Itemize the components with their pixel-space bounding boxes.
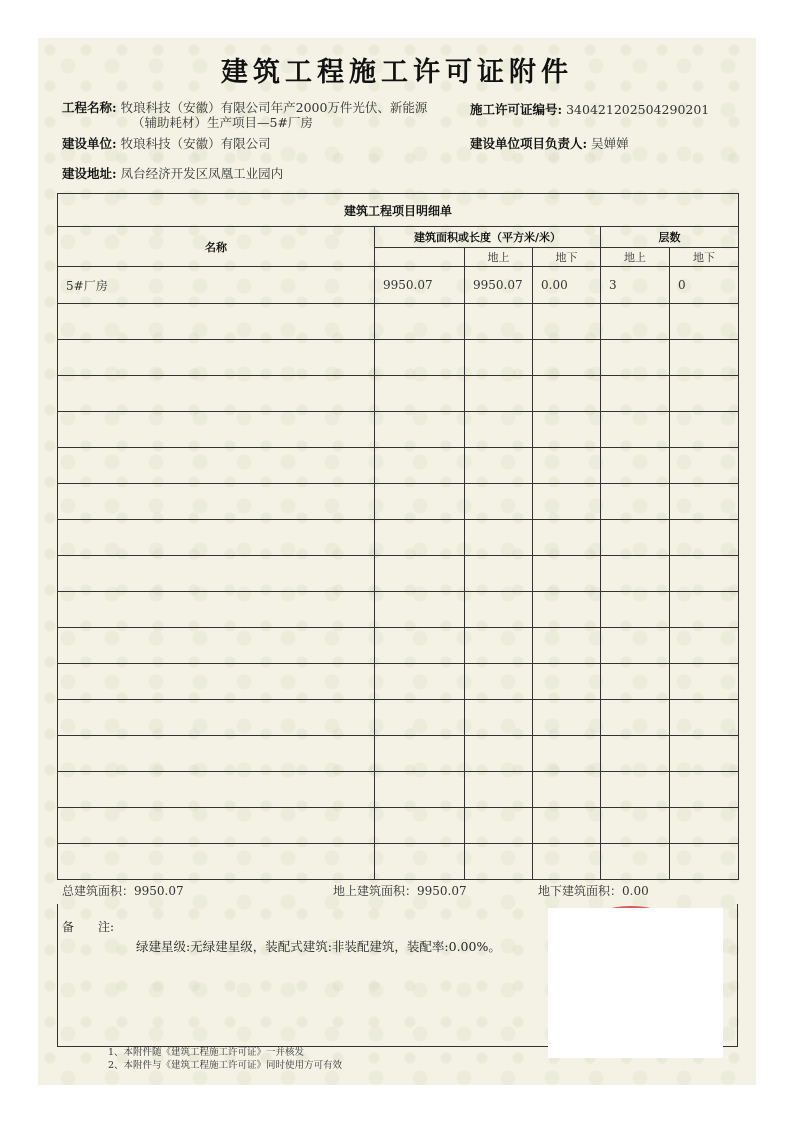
permit-number-label: 施工许可证编号: [470, 102, 563, 117]
table-cell-empty [58, 520, 375, 556]
cell-name: 5#厂房 [58, 267, 375, 304]
empty-rows [58, 304, 739, 880]
table-cell-empty [58, 628, 375, 664]
table-cell-empty [375, 520, 465, 556]
table-row-empty [58, 340, 739, 376]
table-cell-empty [601, 628, 670, 664]
table-cell-empty [670, 376, 739, 412]
project-name-label: 工程名称: [62, 100, 117, 115]
table-cell-empty [601, 556, 670, 592]
project-name-line1: 牧琅科技（安徽）有限公司年产2000万件光伏、新能源 [120, 100, 428, 115]
cell-area-below: 0.00 [533, 267, 601, 304]
table-cell-empty [375, 484, 465, 520]
table-cell-empty [533, 556, 601, 592]
table-cell-empty [533, 376, 601, 412]
project-name [62, 100, 427, 116]
table-cell-empty [465, 592, 533, 628]
address-label: 建设地址: [62, 166, 117, 181]
table-cell-empty [601, 664, 670, 700]
table-cell-empty [670, 808, 739, 844]
table-row-empty [58, 592, 739, 628]
table-cell-empty [670, 412, 739, 448]
table-cell-empty [465, 304, 533, 340]
table-cell-empty [533, 736, 601, 772]
table-cell-empty [670, 340, 739, 376]
header-floors-above: 地上 [601, 248, 670, 267]
table-cell-empty [533, 772, 601, 808]
table-cell-empty [375, 808, 465, 844]
table-cell-empty [601, 340, 670, 376]
table-cell-empty [465, 340, 533, 376]
table-row-empty [58, 700, 739, 736]
cell-area-above: 9950.07 [465, 267, 533, 304]
table-cell-empty [465, 628, 533, 664]
table-cell-empty [465, 736, 533, 772]
table-cell-empty [375, 592, 465, 628]
table-row-empty [58, 664, 739, 700]
table-cell-empty [465, 520, 533, 556]
table-cell-empty [58, 736, 375, 772]
table-cell-empty [533, 412, 601, 448]
table-cell-empty [533, 844, 601, 880]
table-cell-empty [601, 412, 670, 448]
table-cell-empty [58, 412, 375, 448]
table-cell-empty [533, 808, 601, 844]
table-cell-empty [465, 700, 533, 736]
table-row-empty [58, 448, 739, 484]
table-cell-empty [601, 772, 670, 808]
builder [62, 136, 271, 152]
table-cell-empty [601, 844, 670, 880]
table-cell-empty [670, 304, 739, 340]
table-cell-empty [601, 304, 670, 340]
table-cell-empty [58, 592, 375, 628]
table-cell-empty [533, 520, 601, 556]
table-cell-empty [601, 448, 670, 484]
table-cell-empty [465, 772, 533, 808]
table-cell-empty [465, 844, 533, 880]
table-cell-empty [670, 736, 739, 772]
table-cell-empty [58, 340, 375, 376]
header-area-total-blank [375, 248, 465, 267]
table-row-empty [58, 844, 739, 880]
cell-area-total: 9950.07 [375, 267, 465, 304]
table-cell-empty [670, 484, 739, 520]
table-cell-empty [375, 844, 465, 880]
table-cell-empty [465, 484, 533, 520]
table-cell-empty [670, 520, 739, 556]
header-area-below: 地下 [533, 248, 601, 267]
table-cell-empty [58, 376, 375, 412]
table-cell-empty [533, 340, 601, 376]
footnotes [108, 1046, 342, 1072]
redacted-seal-area [548, 908, 723, 1058]
footnote-1: 1、本附件随《建筑工程施工许可证》一并核发 [108, 1047, 305, 1058]
table-row-empty [58, 628, 739, 664]
table-cell-empty [533, 304, 601, 340]
remark-text: 绿建星级:无绿建星级，装配式建筑:非装配建筑，装配率:0.00%。 [136, 939, 501, 954]
table-cell-empty [601, 808, 670, 844]
table-cell-empty [375, 700, 465, 736]
table-cell-empty [58, 844, 375, 880]
table-cell-empty [533, 592, 601, 628]
table-cell-empty [533, 700, 601, 736]
table-cell-empty [375, 736, 465, 772]
table-cell-empty [58, 772, 375, 808]
table-cell-empty [58, 808, 375, 844]
table-row-empty [58, 376, 739, 412]
table-cell-empty [465, 556, 533, 592]
below-area: 地下建筑面积：0.00 [538, 884, 649, 898]
table-cell-empty [375, 664, 465, 700]
table-cell-empty [375, 772, 465, 808]
permit-number [470, 102, 709, 118]
document-title: 建筑工程施工许可证附件 [221, 57, 573, 88]
table-cell-empty [533, 628, 601, 664]
address [62, 166, 283, 182]
table-cell-empty [670, 592, 739, 628]
table-row [58, 267, 739, 304]
remark-label: 备 注: [62, 920, 115, 934]
table-cell-empty [533, 664, 601, 700]
builder-label: 建设单位: [62, 136, 117, 151]
table-row-empty [58, 556, 739, 592]
project-detail-table [57, 193, 739, 880]
table-cell-empty [375, 304, 465, 340]
header-area-above: 地上 [465, 248, 533, 267]
table-row-empty [58, 772, 739, 808]
table-row-empty [58, 520, 739, 556]
footnote-2: 2、本附件与《建筑工程施工许可证》同时使用方可有效 [108, 1060, 343, 1071]
project-manager [470, 136, 629, 152]
table-cell-empty [601, 592, 670, 628]
cell-floors-below: 0 [670, 267, 739, 304]
table-cell-empty [670, 556, 739, 592]
table-cell-empty [375, 412, 465, 448]
address-value: 凤台经济开发区凤凰工业园内 [120, 166, 284, 181]
table-cell-empty [601, 520, 670, 556]
table-cell-empty [533, 448, 601, 484]
cell-floors-above: 3 [601, 267, 670, 304]
table-cell-empty [670, 628, 739, 664]
table-cell-empty [601, 376, 670, 412]
table-cell-empty [375, 340, 465, 376]
table-row-empty [58, 736, 739, 772]
table-cell-empty [58, 484, 375, 520]
table-row-empty [58, 304, 739, 340]
table-cell-empty [601, 484, 670, 520]
table-caption: 建筑工程项目明细单 [58, 194, 739, 227]
table-cell-empty [465, 376, 533, 412]
table-cell-empty [465, 808, 533, 844]
permit-sheet [38, 38, 756, 1085]
table-cell-empty [58, 448, 375, 484]
table-cell-empty [375, 376, 465, 412]
table-cell-empty [58, 700, 375, 736]
above-area: 地上建筑面积：9950.07 [333, 884, 467, 898]
total-area: 总建筑面积：9950.07 [62, 884, 184, 898]
builder-value: 牧琅科技（安徽）有限公司 [120, 136, 271, 151]
table-cell-empty [375, 628, 465, 664]
header-floors-below: 地下 [670, 248, 739, 267]
table-row-empty [58, 484, 739, 520]
project-manager-label: 建设单位项目负责人: [470, 136, 588, 151]
table-cell-empty [375, 448, 465, 484]
table-cell-empty [670, 700, 739, 736]
header-name: 名称 [58, 227, 375, 267]
table-row-empty [58, 412, 739, 448]
project-name-line2: （辅助耗材）生产项目—5#厂房 [132, 115, 313, 130]
table-cell-empty [58, 304, 375, 340]
table-cell-empty [375, 556, 465, 592]
table-row-empty [58, 808, 739, 844]
table-cell-empty [465, 664, 533, 700]
table-cell-empty [670, 664, 739, 700]
table-cell-empty [670, 448, 739, 484]
table-cell-empty [465, 412, 533, 448]
table-cell-empty [533, 484, 601, 520]
table-cell-empty [601, 736, 670, 772]
permit-number-value: 340421202504290201 [566, 102, 710, 117]
header-area: 建筑面积或长度（平方米/米） [375, 227, 601, 248]
project-manager-value: 吴婵婵 [591, 136, 629, 151]
table-cell-empty [670, 772, 739, 808]
table-cell-empty [58, 556, 375, 592]
table-cell-empty [58, 664, 375, 700]
header-floors: 层数 [601, 227, 739, 248]
table-cell-empty [670, 844, 739, 880]
table-cell-empty [601, 700, 670, 736]
table-cell-empty [465, 448, 533, 484]
